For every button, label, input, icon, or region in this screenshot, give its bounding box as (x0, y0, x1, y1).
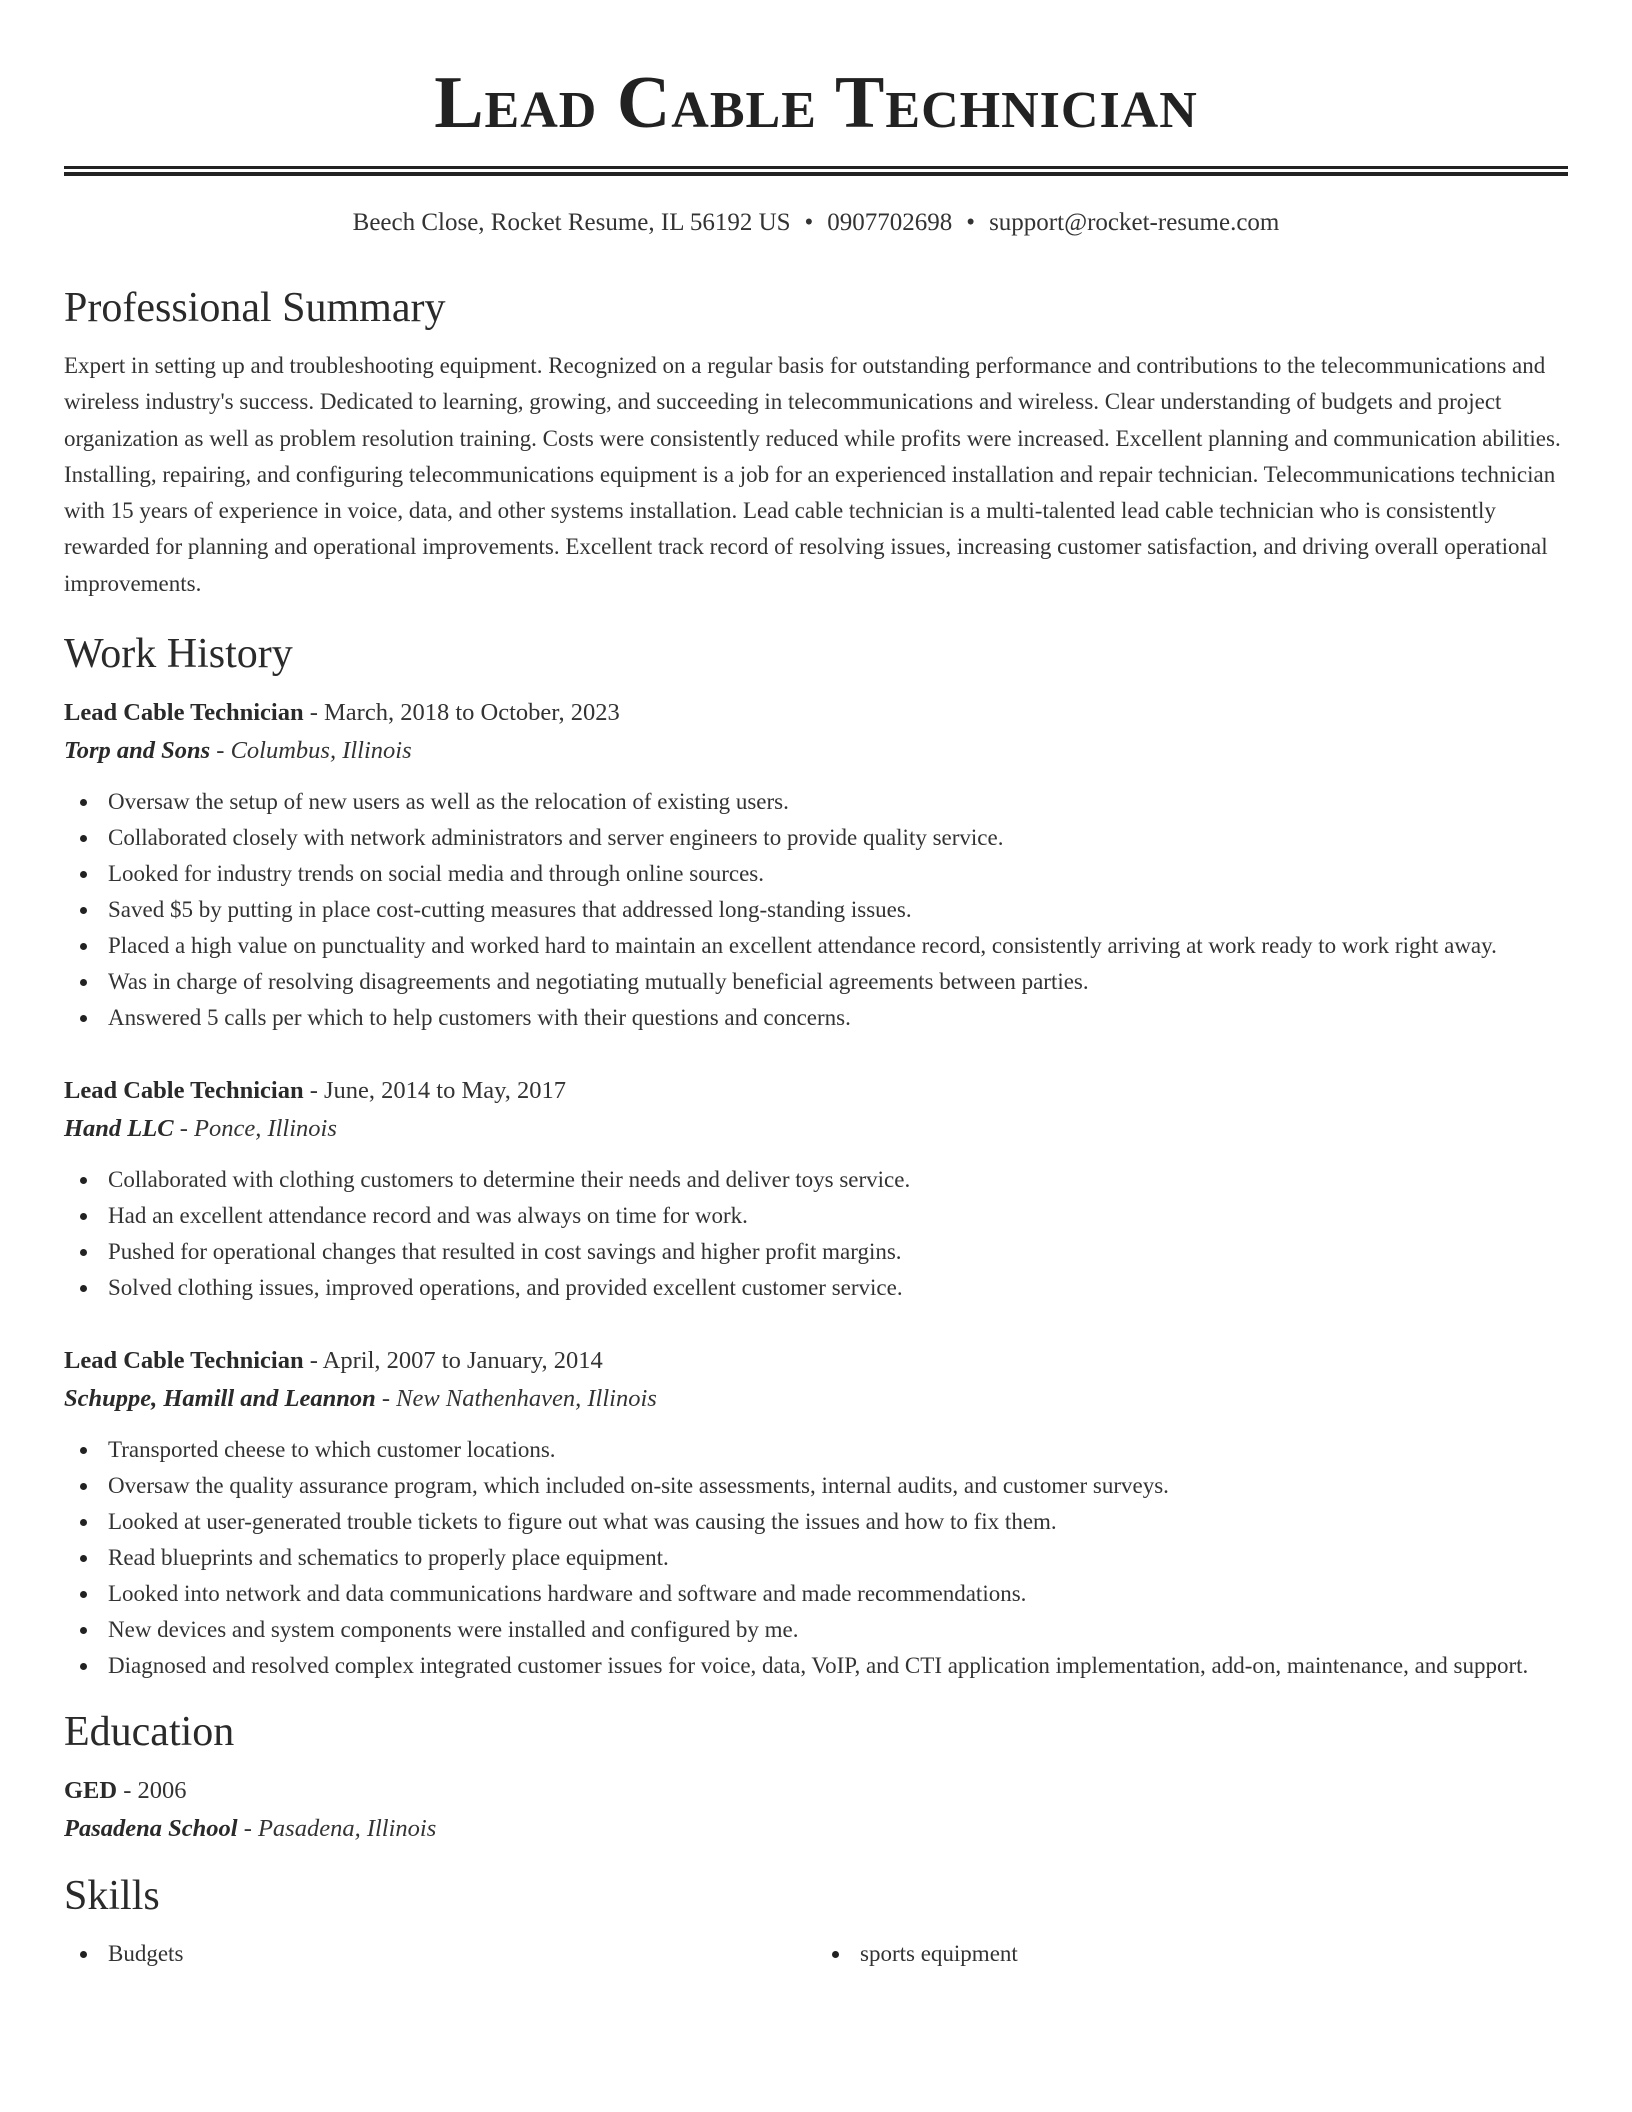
education-location: - Pasadena, Illinois (237, 1815, 437, 1843)
job-bullets (64, 784, 1568, 1036)
job-location: - New Nathenhaven, Illinois (375, 1385, 657, 1413)
resume-title: Lead Cable Technician (434, 62, 1198, 144)
resume-page (64, 0, 1568, 1972)
list-item: Transported cheese to which customer locations. (64, 1432, 1568, 1468)
job-company-line (64, 732, 1568, 770)
job-header (64, 1342, 1568, 1380)
job-entry (64, 1342, 1568, 1684)
contact-address: Beech Close, Rocket Resume, IL 56192 US (352, 209, 791, 236)
skills-heading: Skills (64, 1873, 160, 1920)
list-item: Collaborated with clothing customers to determine their needs and deliver toys service. (64, 1162, 1568, 1198)
list-item: Placed a high value on punctuality and worked hard to maintain an excellent attendance record, consistently arriving at work ready to work right away. (64, 928, 1568, 964)
job-dates: - April, 2007 to January, 2014 (303, 1347, 603, 1375)
job-role: Lead Cable Technician (64, 1077, 304, 1105)
contact-separator: • (966, 209, 976, 236)
list-item: Looked at user-generated trouble tickets to figure out what was causing the issues and how to fix them. (64, 1504, 1568, 1540)
job-company-line (64, 1110, 1568, 1148)
list-item: Was in charge of resolving disagreements and negotiating mutually beneficial agreements between parties. (64, 964, 1568, 1000)
skills-left-column (64, 1936, 816, 1972)
job-header (64, 1072, 1568, 1110)
job-dates: - March, 2018 to October, 2023 (303, 699, 620, 727)
list-item: Collaborated closely with network administrators and server engineers to provide quality service. (64, 820, 1568, 856)
job-entry (64, 1072, 1568, 1306)
list-item: Looked into network and data communications hardware and software and made recommendations. (64, 1576, 1568, 1612)
job-entry (64, 694, 1568, 1036)
summary-heading: Professional Summary (64, 285, 446, 331)
education-school: Pasadena School (64, 1815, 238, 1843)
list-item: Oversaw the setup of new users as well as the relocation of existing users. (64, 784, 1568, 820)
job-bullets (64, 1162, 1568, 1306)
education-school-line (64, 1810, 1568, 1848)
title-double-rule (64, 166, 1568, 176)
job-bullets (64, 1432, 1568, 1684)
job-role: Lead Cable Technician (64, 699, 304, 727)
summary-text: Expert in setting up and troubleshooting equipment. Recognized on a regular basis for outstanding performance and contributions to the telecommunications and wireless industry's success. Dedicated to learning, growing, and succeeding in telecommunications and wireless. Clear understanding of budgets and project organization as well as problem resolution training. Costs were consistently reduced while profits were increased. Excellent planning and communication abilities. Installing, repairing, and configuring telecommunications equipment is a job for an experienced installation and repair technician. Telecommunications technician with 15 years of experience in voice, data, and other systems installation. Lead cable technician is a multi-talented lead cable technician who is consistently rewarded for planning and operational improvements. Excellent track record of resolving issues, increasing customer satisfaction, and driving overall operational improvements. (64, 353, 1561, 596)
job-company: Schuppe, Hamill and Leannon (64, 1385, 376, 1413)
contact-phone: 0907702698 (827, 209, 953, 236)
skill-item: Budgets (64, 1936, 816, 1972)
list-item: Diagnosed and resolved complex integrated customer issues for voice, data, VoIP, and CTI application implementation, add-on, maintenance, and support. (64, 1648, 1568, 1684)
list-item: Solved clothing issues, improved operations, and provided excellent customer service. (64, 1270, 1568, 1306)
job-location: - Columbus, Illinois (210, 737, 412, 765)
job-company: Hand LLC (64, 1115, 174, 1143)
education-degree: GED (64, 1777, 118, 1805)
work-history-heading: Work History (64, 631, 293, 678)
list-item: New devices and system components were installed and configured by me. (64, 1612, 1568, 1648)
list-item: Pushed for operational changes that resulted in cost savings and higher profit margins. (64, 1234, 1568, 1270)
list-item: Had an excellent attendance record and was always on time for work. (64, 1198, 1568, 1234)
job-company-line (64, 1380, 1568, 1418)
education-degree-line (64, 1772, 1568, 1810)
job-location: - Ponce, Illinois (173, 1115, 337, 1143)
education-year: - 2006 (117, 1777, 187, 1805)
list-item: Saved $5 by putting in place cost-cutting measures that addressed long-standing issues. (64, 892, 1568, 928)
job-header (64, 694, 1568, 732)
list-item: Looked for industry trends on social media and through online sources. (64, 856, 1568, 892)
list-item: Read blueprints and schematics to properly place equipment. (64, 1540, 1568, 1576)
job-dates: - June, 2014 to May, 2017 (303, 1077, 567, 1105)
contact-email: support@rocket-resume.com (989, 209, 1280, 236)
contact-line (64, 206, 1568, 240)
skill-item: sports equipment (816, 1936, 1568, 1972)
skills-right-column (816, 1936, 1568, 1972)
skills-columns (64, 1936, 1568, 1972)
contact-separator: • (804, 209, 814, 236)
education-entry (64, 1772, 1568, 1848)
list-item: Answered 5 calls per which to help customers with their questions and concerns. (64, 1000, 1568, 1036)
job-company: Torp and Sons (64, 737, 211, 765)
education-heading: Education (64, 1709, 235, 1756)
job-role: Lead Cable Technician (64, 1347, 304, 1375)
list-item: Oversaw the quality assurance program, which included on-site assessments, internal audits, and customer surveys. (64, 1468, 1568, 1504)
